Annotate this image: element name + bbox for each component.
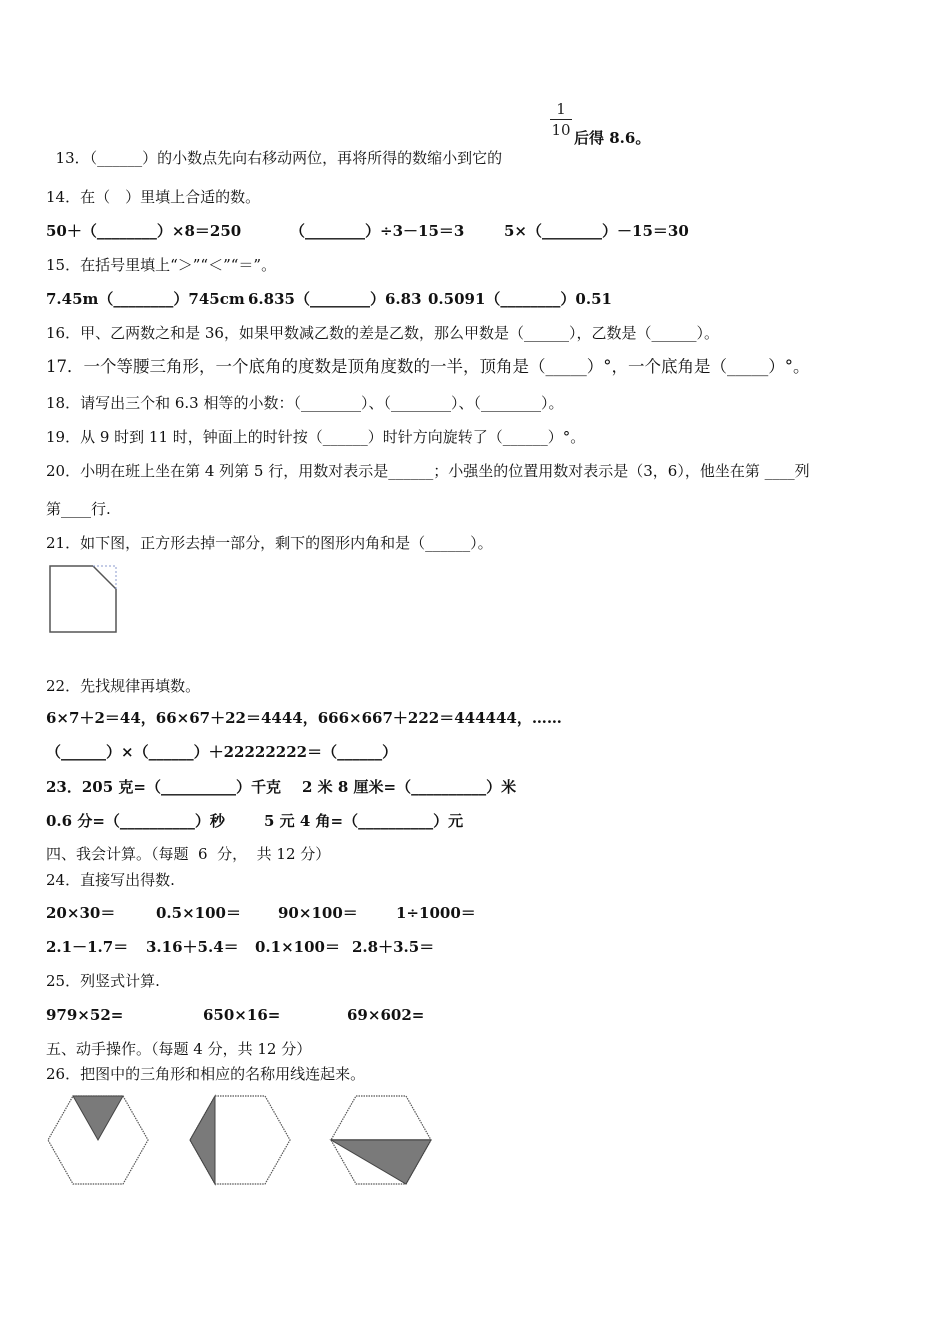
q24-r2-item-3: 0.1×100＝ [255, 938, 340, 956]
q23-expr-3: 0.6 分=（__________）秒 [46, 812, 225, 830]
q14-title: 14．在（ ）里填上合适的数。 [46, 188, 261, 206]
q23-expr-4: 5 元 4 角=（__________）元 [264, 812, 464, 830]
q25-title: 25．列竖式计算. [46, 972, 160, 990]
q21-cut-square-figure [48, 564, 120, 636]
q26-triangle-2-shaded [190, 1096, 215, 1184]
q20-text-a: 20．小明在班上坐在第 4 列第 5 行，用数对表示是______；小强坐的位置用数对表示是（3，6），他坐在第 ____列 [46, 462, 810, 480]
q13-text-a: 13．（______）的小数点先向右移动两位，再将所得的数缩小到它的 [55, 149, 503, 167]
q21-text: 21．如下图，正方形去掉一部分，剩下的图形内角和是（______）。 [46, 534, 493, 552]
q24-r2-item-4: 2.8＋3.5＝ [352, 938, 435, 956]
q24-r1-item-3: 90×100＝ [278, 904, 358, 922]
q14-expr-3: 5×（________）－15＝30 [504, 222, 689, 240]
q26-triangle-1-shaded [73, 1096, 123, 1140]
q14-expr-2: （________）÷3－15＝3 [290, 222, 465, 240]
q13-fraction-denominator: 10 [551, 121, 571, 139]
q13-line [46, 128, 502, 168]
q26-hexagon-figure-2 [188, 1094, 292, 1186]
q13-text-b: 后得 8.6。 [574, 129, 651, 147]
section-5-heading: 五、动手操作。（每题 4 分，共 12 分） [46, 1040, 312, 1058]
q24-r2-item-1: 2.1－1.7＝ [46, 938, 129, 956]
q19-text: 19．从 9 时到 11 时，钟面上的时针按（______）时针方向旋转了（______）°。 [46, 428, 586, 446]
q24-title: 24．直接写出得数. [46, 871, 175, 889]
q24-r1-item-1: 20×30＝ [46, 904, 116, 922]
q26-hexagon-figure-1 [46, 1094, 150, 1186]
q15-expr-1: 7.45m（________）745cm [46, 290, 245, 308]
q23-expr-1: 23．205 克=（__________）千克 [46, 778, 281, 796]
q15-title: 15．在括号里填上“＞”“＜”“＝”。 [46, 256, 277, 274]
q17-text: 17．一个等腰三角形，一个底角的度数是顶角度数的一半，顶角是（_____）°，一个底角是（_____）°。 [46, 357, 810, 376]
q22-pattern: 6×7＋2＝44，66×67＋22＝4444，666×667＋222＝444444，…… [46, 709, 562, 727]
q25-item-1: 979×52= [46, 1006, 124, 1024]
q15-expr-3: 0.5091（________）0.51 [428, 290, 612, 308]
q26-hexagon-figure-3 [329, 1094, 433, 1186]
q24-r1-item-2: 0.5×100＝ [156, 904, 241, 922]
q26-text: 26．把图中的三角形和相应的名称用线连起来。 [46, 1065, 366, 1083]
q20-text-b: 第____行. [46, 500, 111, 518]
q23-expr-2: 2 米 8 厘米=（__________）米 [302, 778, 517, 796]
q26-triangle-3-shaded [331, 1140, 431, 1184]
q21-cut-square-outline [50, 566, 116, 632]
q25-item-3: 69×602= [347, 1006, 425, 1024]
q22-blank: （______）×（______）＋22222222＝（______） [46, 743, 398, 761]
q16-text: 16．甲、乙两数之和是 36，如果甲数减乙数的差是乙数，那么甲数是（______），乙数是（______）。 [46, 324, 719, 342]
q13-fraction-bar [550, 119, 572, 120]
q18-text: 18．请写出三个和 6.3 相等的小数：（________）、（________）、（________）。 [46, 394, 564, 412]
q24-r1-item-4: 1÷1000＝ [396, 904, 476, 922]
q14-expr-1: 50＋（________）×8＝250 [46, 222, 242, 240]
q13-fraction [550, 100, 572, 139]
q13-fraction-numerator: 1 [556, 100, 566, 118]
q15-expr-2: 6.835（________）6.83 [248, 290, 422, 308]
q22-title: 22．先找规律再填数。 [46, 677, 201, 695]
q25-item-2: 650×16= [203, 1006, 281, 1024]
section-4-heading: 四、我会计算。（每题 6 分， 共 12 分） [46, 845, 331, 863]
q24-r2-item-2: 3.16＋5.4＝ [146, 938, 239, 956]
